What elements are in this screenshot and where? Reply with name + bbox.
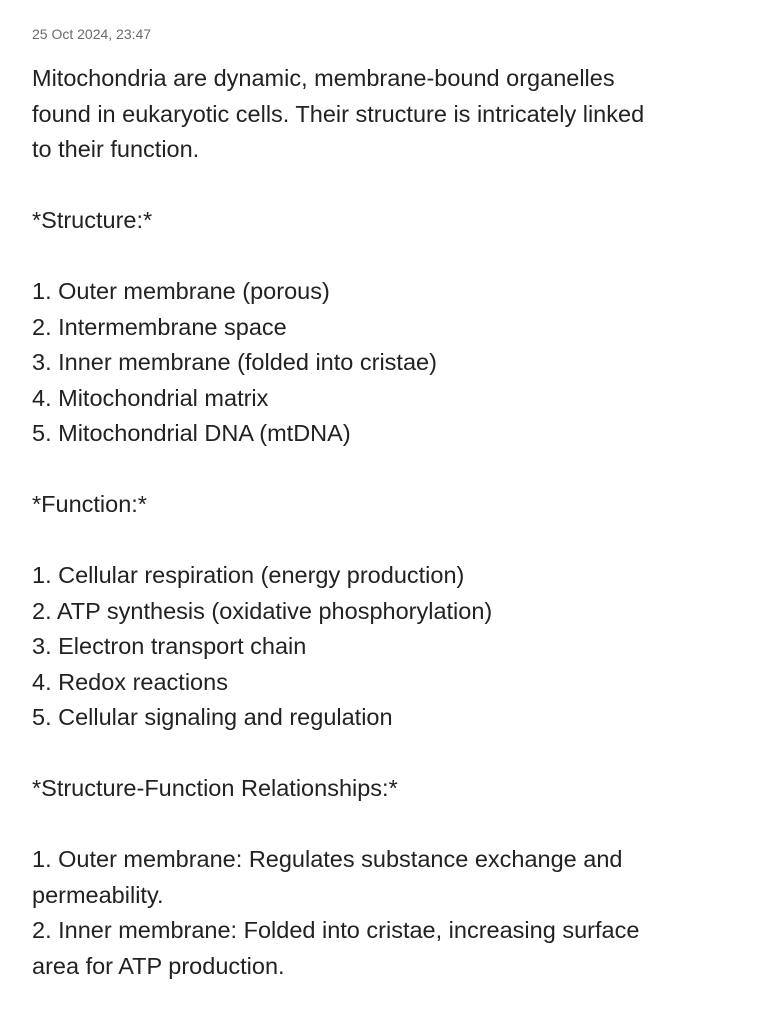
structure-item: 3. Inner membrane (folded into cristae)	[32, 349, 437, 375]
function-item: 2. ATP synthesis (oxidative phosphorylation)	[32, 597, 493, 624]
paragraph-spacer	[32, 736, 736, 772]
structure-item: 1. Outer membrane (porous)	[32, 278, 330, 304]
structure-heading: *Structure:*	[32, 207, 153, 233]
paragraph-spacer	[32, 239, 736, 275]
structure-item: 5. Mitochondrial DNA (mtDNA)	[32, 420, 351, 446]
relationships-item: 2. Inner membrane: Folded into cristae, increasing surface	[32, 917, 640, 943]
relationships-item: area for ATP production.	[32, 952, 285, 979]
intro-line: Mitochondria are dynamic, membrane-bound organelles	[32, 65, 615, 91]
function-item: 1. Cellular respiration (energy production)	[32, 562, 465, 588]
function-item: 3. Electron transport chain	[32, 633, 307, 659]
function-item: 4. Redox reactions	[32, 668, 228, 695]
paragraph-spacer	[32, 168, 736, 204]
paragraph-spacer	[32, 523, 736, 559]
message-timestamp: 25 Oct 2024, 23:47	[32, 26, 152, 42]
message-body	[32, 61, 736, 984]
structure-item: 4. Mitochondrial matrix	[32, 384, 269, 411]
intro-line: found in eukaryotic cells. Their structure is intricately linked	[32, 100, 645, 127]
structure-item: 2. Intermembrane space	[32, 313, 287, 340]
intro-line: to their function.	[32, 136, 200, 162]
relationships-item: permeability.	[32, 881, 164, 908]
function-heading: *Function:*	[32, 491, 147, 517]
relationships-item: 1. Outer membrane: Regulates substance exchange and	[32, 846, 623, 872]
function-item: 5. Cellular signaling and regulation	[32, 704, 393, 730]
relationships-heading: *Structure-Function Relationships:*	[32, 775, 398, 801]
paragraph-spacer	[32, 452, 736, 488]
paragraph-spacer	[32, 807, 736, 843]
